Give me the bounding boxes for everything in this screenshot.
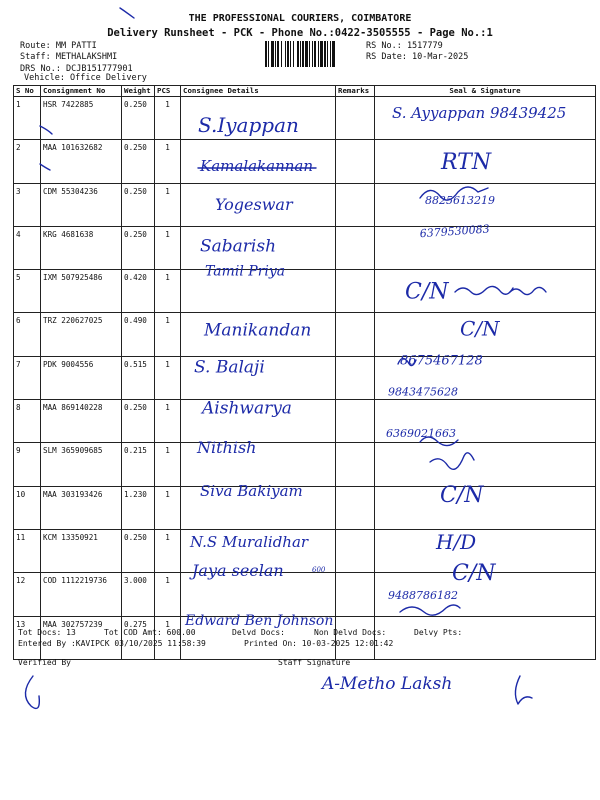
runsheet-title: Delivery Runsheet - PCK - Phone No.:0422-3505555 - Page No.:1: [107, 27, 493, 39]
table-row: [14, 313, 596, 356]
cod-note-handwriting: 600: [312, 566, 326, 575]
staff-mark: [515, 676, 532, 704]
pcs-cell: 1: [155, 183, 181, 226]
table-row: [14, 573, 596, 616]
seal-cell: [375, 573, 596, 616]
consignee-handwriting: S. Balaji: [194, 357, 265, 378]
sno-cell: 3: [14, 183, 41, 226]
consignee-cell: [181, 400, 336, 443]
seal-handwriting: 9488786182: [388, 589, 458, 603]
consignment-cell: MAA 101632682: [41, 140, 122, 183]
seal-cell: [375, 97, 596, 140]
table-row: [14, 400, 596, 443]
table-row: [14, 486, 596, 529]
consignment-cell: HSR 7422885: [41, 97, 122, 140]
pcs-cell: 1: [155, 529, 181, 572]
consignee-handwriting: Kamalakannan: [200, 157, 314, 176]
consignee-cell: [181, 313, 336, 356]
consignment-cell: CDM 55304236: [41, 183, 122, 226]
col-header-seal: Seal & Signature: [375, 86, 596, 97]
barcode: [265, 41, 359, 67]
seal-cell: [375, 313, 596, 356]
weight-cell: 0.250: [122, 97, 155, 140]
remarks-cell: [336, 270, 375, 313]
remarks-cell: [336, 313, 375, 356]
seal-handwriting: RTN: [441, 150, 492, 176]
consignee-handwriting: Siva Bakiyam: [200, 481, 303, 500]
verified-by-label: Verified By: [18, 658, 71, 667]
sno-cell: 4: [14, 226, 41, 269]
seal-cell: [375, 400, 596, 443]
pcs-cell: 1: [155, 573, 181, 616]
consignee-cell: [181, 486, 336, 529]
table-row: [14, 356, 596, 399]
sno-cell: 10: [14, 486, 41, 529]
seal-cell: [375, 183, 596, 226]
runsheet-table: [13, 85, 596, 660]
weight-cell: 0.250: [122, 226, 155, 269]
seal-cell: [375, 270, 596, 313]
seal-cell: [375, 226, 596, 269]
vehicle-field: Vehicle: Office Delivery: [24, 73, 147, 83]
col-header-consignee: Consignee Details: [181, 86, 336, 97]
consignee-handwriting: Yogeswar: [215, 195, 293, 215]
seal-handwriting: S. Ayyappan 98439425: [392, 104, 567, 122]
seal-handwriting: H/D: [436, 530, 477, 554]
staff-signature-label: Staff Signature: [278, 658, 351, 667]
weight-cell: 0.250: [122, 183, 155, 226]
remarks-cell: [336, 226, 375, 269]
col-header-weight: Weight: [122, 86, 155, 97]
seal-handwriting: C/N: [460, 316, 500, 341]
sno-cell: 9: [14, 443, 41, 486]
table-row: [14, 97, 596, 140]
consignee-handwriting: Jaya seelan: [192, 561, 284, 581]
staff-signature-ink: A-Metho Laksh: [322, 674, 453, 694]
pcs-cell: 1: [155, 140, 181, 183]
tot-cod-amt: Tot COD Amt: 600.00: [104, 628, 196, 637]
sno-cell: 7: [14, 356, 41, 399]
remarks-cell: [336, 356, 375, 399]
table-row: [14, 270, 596, 313]
weight-cell: 3.000: [122, 573, 155, 616]
consignee-cell: [181, 616, 336, 659]
table-row: [14, 226, 596, 269]
staff-field: Staff: METHALAKSHMI: [20, 52, 118, 62]
consignee-cell: [181, 443, 336, 486]
table-header-row: [14, 86, 596, 97]
consignee-handwriting: S.Iyappan: [198, 113, 299, 137]
seal-handwriting: C/N: [452, 561, 496, 587]
weight-cell: 0.250: [122, 529, 155, 572]
remarks-cell: [336, 486, 375, 529]
consignee-cell: [181, 183, 336, 226]
rs-no-field: RS No.: 1517779: [366, 41, 443, 51]
seal-handwriting: 8675467128: [400, 353, 483, 369]
remarks-cell: [336, 616, 375, 659]
sno-cell: 8: [14, 400, 41, 443]
pcs-cell: 1: [155, 616, 181, 659]
consignment-cell: IXM 507925486: [41, 270, 122, 313]
seal-cell: [375, 353, 596, 399]
weight-cell: 0.490: [122, 313, 155, 356]
consignee-cell: [181, 97, 336, 140]
verified-signature: [25, 676, 39, 708]
consignee-handwriting: Aishwarya: [202, 398, 292, 419]
seal-cell: [375, 616, 596, 659]
remarks-cell: [336, 443, 375, 486]
sno-cell: 6: [14, 313, 41, 356]
consignment-cell: PDK 9004556: [41, 356, 122, 399]
weight-cell: 1.230: [122, 486, 155, 529]
table-row: [14, 443, 596, 486]
pcs-cell: 1: [155, 270, 181, 313]
entered-by: Entered By :KAVIPCK 03/10/2025 11:58:39: [18, 639, 206, 648]
consignee-cell: [181, 529, 336, 575]
consignment-cell: TRZ 220627025: [41, 313, 122, 356]
consignee-cell: [181, 573, 336, 616]
seal-handwriting: C/N: [440, 482, 484, 508]
consignee-handwriting: Sabarish: [200, 236, 277, 257]
consignment-cell: MAA 303193426: [41, 486, 122, 529]
weight-cell: 0.215: [122, 443, 155, 486]
route-field: Route: MM PATTI: [20, 41, 97, 51]
pcs-cell: 1: [155, 97, 181, 140]
remarks-cell: [336, 183, 375, 226]
consignee-handwriting: Tamil Priya: [205, 263, 286, 280]
seal-handwriting: 8825613219: [425, 194, 495, 208]
tot-docs: Tot Docs: 13: [18, 628, 76, 637]
col-header-remarks: Remarks: [336, 86, 375, 97]
table-row: [14, 183, 596, 226]
table-row: [14, 140, 596, 183]
weight-cell: 0.420: [122, 270, 155, 313]
table-row: [14, 529, 596, 572]
seal-handwriting: 9843475628: [388, 385, 458, 399]
sno-cell: 11: [14, 529, 41, 572]
consignee-handwriting: Nithish: [197, 437, 257, 457]
consignment-cell: KRG 4681638: [41, 226, 122, 269]
remarks-cell: [336, 573, 375, 616]
printed-on: Printed On: 10-03-2025 12:01:42: [244, 639, 394, 648]
remarks-cell: [336, 400, 375, 443]
seal-cell: [375, 443, 596, 486]
consignment-cell: SLM 365909685: [41, 443, 122, 486]
consignee-handwriting: Manikandan: [204, 320, 312, 341]
rs-date-field: RS Date: 10-Mar-2025: [366, 52, 469, 62]
sno-cell: 13: [14, 616, 41, 659]
pcs-cell: 1: [155, 400, 181, 443]
pcs-cell: 1: [155, 486, 181, 529]
remarks-cell: [336, 140, 375, 183]
pcs-cell: 1: [155, 356, 181, 399]
col-header-sno: S No: [14, 86, 41, 97]
seal-cell: [375, 486, 596, 529]
pcs-cell: 1: [155, 443, 181, 486]
sno-cell: 2: [14, 140, 41, 183]
seal-cell: [375, 529, 596, 572]
weight-cell: 0.515: [122, 356, 155, 399]
consignee-cell: [181, 226, 336, 269]
seal-handwriting: 6379530083: [419, 222, 491, 241]
delvy-pts: Delvy Pts:: [414, 628, 463, 637]
consignee-cell: [181, 356, 336, 399]
weight-cell: 0.275: [122, 616, 155, 659]
col-header-pcs: PCS: [155, 86, 181, 97]
consignee-handwriting: Edward Ben Johnson: [185, 613, 334, 630]
consignment-cell: MAA 869140228: [41, 400, 122, 443]
table-row: [14, 616, 596, 659]
remarks-cell: [336, 529, 375, 572]
consignment-cell: MAA 302757239: [41, 616, 122, 659]
remarks-cell: [336, 97, 375, 140]
consignee-handwriting: N.S Muralidhar: [190, 533, 309, 551]
seal-cell: [375, 140, 596, 183]
non-delvd-docs: Non Delvd Docs:: [314, 628, 387, 637]
pcs-cell: 1: [155, 226, 181, 269]
consignee-cell: [181, 270, 336, 313]
consignment-cell: COD 1112219736: [41, 573, 122, 616]
col-header-consignment: Consignment No: [41, 86, 122, 97]
pcs-cell: 1: [155, 313, 181, 356]
consignee-cell: [181, 140, 336, 183]
consignment-cell: KCM 13350921: [41, 529, 122, 572]
weight-cell: 0.250: [122, 400, 155, 443]
weight-cell: 0.250: [122, 140, 155, 183]
barcode-bar: [335, 41, 337, 67]
delvd-docs: Delvd Docs:: [232, 628, 285, 637]
sno-cell: 12: [14, 573, 41, 616]
company-title: THE PROFESSIONAL COURIERS, COIMBATORE: [188, 13, 412, 24]
seal-handwriting: 6369021663: [386, 426, 456, 440]
drs-field: DRS No.: DCJB151777901: [20, 64, 133, 74]
seal-handwriting: C/N: [405, 279, 449, 305]
sno-cell: 1: [14, 97, 41, 140]
sno-cell: 5: [14, 270, 41, 313]
